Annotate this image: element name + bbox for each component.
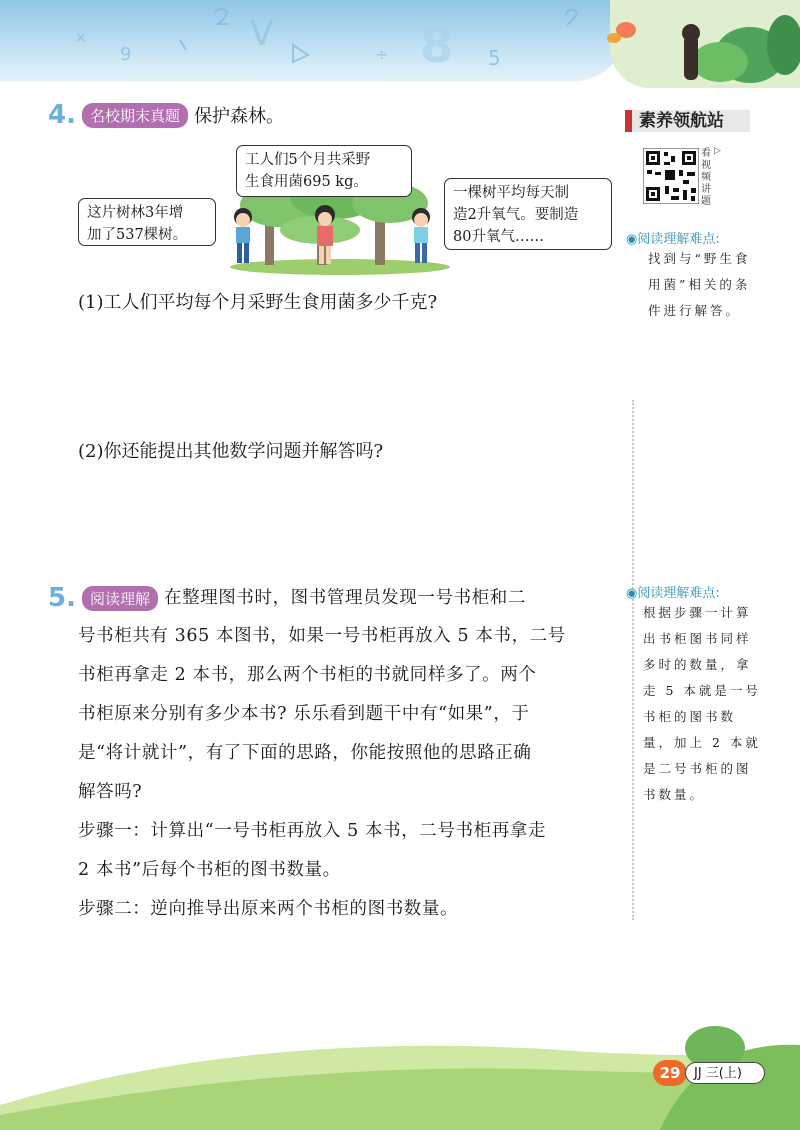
q5-line: 是“将计就计”，有了下面的思路，你能按照他的思路正确 [78,743,532,763]
note2-body [643,600,763,808]
q5-step-line: 2 本书”后每个书柜的图书数量。 [78,860,341,880]
bubble-center-line: 工人们5个月共采野 [245,152,371,168]
note2-heading: ◉阅读理解难点: [626,586,720,601]
sidebar-header [625,110,750,132]
q5-step-line: 步骤一：计算出“一号书柜再放入 5 本书，二号书柜再拿走 [78,821,547,841]
page-number: 29 [653,1060,687,1086]
bubble-right-line: 一棵树平均每天制 [453,185,569,201]
svg-text:8: 8 [420,18,454,74]
book-label: JJ 三(上) [685,1062,765,1084]
note2-line: 书柜的图书数 [643,709,737,724]
speech-bubble-right [444,178,612,250]
note2-line: 走 5 本就是一号 [643,683,761,698]
q5-line: 解答吗? [78,782,143,802]
note2-line: 出书柜图书同样 [643,631,752,646]
svg-text:×: × [75,30,87,46]
bubble-right-line: 80升氧气…… [453,229,544,245]
note1-line: 用菌”相关的条 [648,277,751,292]
q4-number: 4. [48,100,76,130]
bubble-right-line: 造2升氧气。要制造 [453,207,579,223]
note1-line: 件进行解答。 [648,303,742,318]
speech-bubble-center [236,145,412,197]
note1-heading: ◉阅读理解难点: [626,232,720,247]
sidebar-header-marker [625,110,632,132]
note2-line: 多时的数量，拿 [643,657,752,672]
note1-body [648,246,758,324]
svg-text:÷: ÷ [375,45,389,64]
q4-subquestion-1: (1)工人们平均每个月采野生食用菌多少千克? [78,292,438,313]
note1-line: 找到与“野生食 [648,251,751,266]
svg-text:9: 9 [120,44,132,65]
header-math-symbols-decoration [0,0,630,82]
q4-badge: 名校期末真题 [82,103,188,128]
svg-text:5: 5 [488,46,501,70]
sidebar-title: 素养领航站 [639,111,724,131]
q5-number: 5. [48,583,76,613]
bubble-center-line: 生食用菌695 kg。 [245,174,368,190]
q5-line-first: 在整理图书时，图书管理员发现一号书柜和二 [163,588,526,608]
svg-text:V: V [250,14,274,54]
q4-title: 保护森林。 [193,106,284,127]
q5-line: 号书柜共有 365 本图书，如果一号书柜再放入 5 本书，二号 [78,626,566,646]
note2-line: 书数量。 [643,787,706,802]
note2-line: 根据步骤一计算 [643,605,752,620]
sidebar-divider [632,400,634,920]
note2-line: 量，加上 2 本就 [643,735,761,750]
header-banner [0,0,800,90]
qr-code-icon[interactable] [643,148,699,204]
child-figure [412,208,430,263]
child-figure [234,208,252,263]
q5-header [48,583,526,613]
note2-line: 是二号书柜的图 [643,761,752,776]
qr-caption: 看视频讲题 [701,148,711,207]
bubble-left-line: 这片树林3年增 [87,205,184,221]
q5-line: 书柜再拿走 2 本书，那么两个书柜的书就同样多了。两个 [78,665,537,685]
q5-line: 书柜原来分别有多少本书? 乐乐看到题干中有“如果”，于 [78,704,530,724]
q5-body [78,617,623,929]
q4-subquestion-2: (2)你还能提出其他数学问题并解答吗? [78,441,384,462]
play-icon: ▷ [714,146,721,156]
bubble-left-line: 加了537棵树。 [87,227,188,243]
q5-step-line: 步骤二：逆向推导出原来两个书柜的图书数量。 [78,899,459,919]
q5-badge: 阅读理解 [82,586,158,611]
speech-bubble-left [78,198,216,246]
q4-header [48,100,284,130]
jungle-leaves-illustration [600,0,800,90]
